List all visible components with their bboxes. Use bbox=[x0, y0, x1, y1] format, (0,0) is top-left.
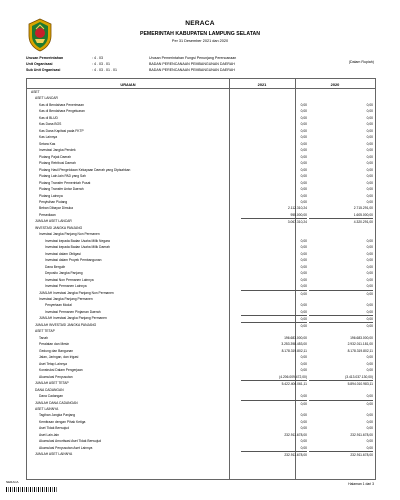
row-label: ASET TETAP bbox=[35, 329, 55, 334]
row-label: Kas Dana Kapitasi pada FKTP bbox=[39, 128, 84, 133]
value-2021: 3.067.310,24 bbox=[241, 218, 307, 225]
value-2020: 0,00 bbox=[366, 413, 373, 418]
row-label: Aset Tidak Berwujud bbox=[39, 426, 70, 431]
row-label: Investasi Non Permanen Lainnya bbox=[45, 277, 94, 282]
value-2020: 0,00 bbox=[366, 141, 373, 146]
value-2021: 232.911.678,00 bbox=[241, 451, 307, 458]
row-label: Investasi Jangka Panjang Non Permanen bbox=[39, 232, 100, 237]
value-2020: (3.413.037.130,00) bbox=[345, 374, 373, 379]
row-label: ASET bbox=[31, 90, 40, 94]
page-number: Halaman 1 dari 3 bbox=[348, 482, 374, 486]
row-label: Tanah bbox=[39, 335, 48, 340]
value-2021: 2.112.310,24 bbox=[287, 206, 307, 211]
value-2021: 0,00 bbox=[300, 419, 307, 424]
value-2020: 0,00 bbox=[366, 394, 373, 399]
value-2021: 0,00 bbox=[300, 199, 307, 204]
value-2021: 0,00 bbox=[300, 355, 307, 360]
value-2020: 4.320.291,00 bbox=[309, 218, 373, 225]
row-label: Investasi kepada Badan Usaha Milik Daerah bbox=[45, 245, 110, 250]
value-2020: 0,00 bbox=[366, 154, 373, 159]
table-header bbox=[27, 79, 375, 89]
value-2020: 0,00 bbox=[309, 322, 373, 329]
value-2021: 0,00 bbox=[241, 322, 307, 329]
table-body bbox=[27, 89, 375, 458]
value-2020: 0,00 bbox=[366, 277, 373, 282]
value-2021: 0,00 bbox=[300, 277, 307, 282]
currency-unit: (Dalam Rupiah) bbox=[348, 60, 374, 64]
value-2021: 0,00 bbox=[300, 115, 307, 120]
row-label: Piutang Lainnya bbox=[39, 193, 63, 198]
value-2021: 0,00 bbox=[300, 413, 307, 418]
value-2020: 0,00 bbox=[366, 102, 373, 107]
row-label: INVESTASI JANGKA PANJANG bbox=[35, 225, 83, 230]
value-2021: 0,00 bbox=[241, 400, 307, 407]
meta-label: Sub Unit Organisasi bbox=[26, 68, 61, 72]
row-label: Jalan, Jaringan, dan Irigasi bbox=[39, 355, 79, 360]
value-2020: 0,00 bbox=[366, 309, 373, 314]
value-2021: 0,00 bbox=[300, 303, 307, 308]
value-2020: 0,00 bbox=[366, 128, 373, 133]
row-label: Gedung dan Bangunan bbox=[39, 348, 74, 353]
value-2020: 0,00 bbox=[366, 199, 373, 204]
value-2021: 0,00 bbox=[300, 264, 307, 269]
value-2021: 0,00 bbox=[300, 193, 307, 198]
value-2020: 0,00 bbox=[366, 368, 373, 373]
value-2021: 0,00 bbox=[300, 109, 307, 114]
value-2021: 0,00 bbox=[300, 271, 307, 276]
value-2021: 0,00 bbox=[300, 361, 307, 366]
value-2020: 0,00 bbox=[366, 245, 373, 250]
row-label: Piutang Retribusi Daerah bbox=[39, 161, 76, 166]
value-2020: 0,00 bbox=[366, 167, 373, 172]
row-label: Dana Cadangan bbox=[39, 394, 64, 399]
value-2021: 0,00 bbox=[300, 284, 307, 289]
row-label: Kas di Bendahara Pengeluaran bbox=[39, 109, 85, 114]
value-2021: 0,00 bbox=[300, 426, 307, 431]
row-label: Kas Dana BOS bbox=[39, 122, 62, 127]
value-2021: 0,00 bbox=[241, 290, 307, 297]
value-2020: 0,00 bbox=[366, 174, 373, 179]
row-label: JUMLAH ASET TETAP bbox=[35, 381, 69, 386]
value-2020: 0,00 bbox=[309, 315, 373, 322]
row-label: Piutang Transfer Pemerintah Pusat bbox=[39, 180, 91, 185]
row-label: Peralatan dan Mesin bbox=[39, 342, 70, 347]
meta-desc: Urusan Pemerintahan Fungsi Penunjang Perencanaan bbox=[149, 56, 237, 60]
row-label: JUMLAH Investasi Jangka Panjang Permanen bbox=[39, 316, 107, 321]
value-2020: 0,00 bbox=[366, 122, 373, 127]
column-header-uraian: URAIAN bbox=[120, 81, 136, 87]
value-2021: 0,00 bbox=[300, 102, 307, 107]
value-2020: 0,00 bbox=[366, 303, 373, 308]
value-2020: 0,00 bbox=[366, 251, 373, 256]
value-2021: 0,00 bbox=[300, 238, 307, 243]
value-2021: 0,00 bbox=[241, 315, 307, 322]
row-label: Akumulasi Penyusutan Aset Lainnya bbox=[39, 445, 93, 450]
row-label: Investasi Permanen Pinjaman Daerah bbox=[45, 309, 101, 314]
value-2021: 0,00 bbox=[300, 167, 307, 172]
row-label: Piutang Lain-lain PAD yang Sah bbox=[39, 174, 86, 179]
value-2021: 5.422.406.061,11 bbox=[241, 380, 307, 387]
row-label: Beban Dibayar Dimuka bbox=[39, 206, 73, 211]
value-2020: 0,00 bbox=[309, 400, 373, 407]
column-header-2021: 2021 bbox=[257, 81, 267, 87]
value-2021: 0,00 bbox=[300, 439, 307, 444]
value-2021: (4.206.009.472,00) bbox=[279, 374, 307, 379]
value-2020: 1.605.000,00 bbox=[353, 212, 373, 217]
row-label: JUMLAH ASET LANCAR bbox=[35, 219, 72, 224]
value-2020: 0,00 bbox=[366, 445, 373, 450]
row-label: JUMLAH DANA CADANGAN bbox=[35, 400, 78, 405]
value-2021: 232.911.678,00 bbox=[284, 432, 307, 437]
value-2021: 0,00 bbox=[300, 141, 307, 146]
meta-code: : 4 . 03 bbox=[92, 56, 103, 60]
value-2020: 0,00 bbox=[366, 109, 373, 114]
row-label: Investasi Jangka Panjang Permanen bbox=[39, 297, 93, 301]
row-label: Piutang Hasil Pengelolaan Kekayaan Daerah yang Dipisahkan bbox=[39, 167, 131, 172]
row-label: Tagihan Jangka Panjang bbox=[39, 413, 76, 418]
value-2021: 8.178.319.802,11 bbox=[281, 348, 307, 353]
row-label: Kas di BLUD bbox=[39, 115, 58, 120]
row-label: Aset Lain-lain bbox=[39, 432, 59, 437]
value-2020: 0,00 bbox=[309, 290, 373, 297]
value-2021: 0,00 bbox=[300, 135, 307, 140]
value-2021: 0,00 bbox=[300, 148, 307, 153]
meta-label: Urusan Pemerintahan bbox=[26, 56, 64, 60]
row-label: Investasi Jangka Pendek bbox=[39, 148, 76, 153]
meta-code: : 4 . 03 . 01 bbox=[92, 62, 110, 66]
row-label: Persediaan bbox=[39, 212, 56, 217]
row-label: Aset Tetap Lainnya bbox=[39, 361, 67, 366]
value-2021: 0,00 bbox=[300, 122, 307, 127]
value-2021: 0,00 bbox=[300, 258, 307, 263]
row-label: Akumulasi Penyusutan bbox=[39, 374, 73, 379]
value-2020: 0,00 bbox=[366, 284, 373, 289]
meta-desc: BADAN PERENCANAAN PEMBANGUNAN DAERAH bbox=[149, 62, 235, 66]
row-label: Setara Kas bbox=[39, 141, 56, 146]
value-2021: 955.000,00 bbox=[290, 212, 307, 217]
value-2020: 0,00 bbox=[366, 355, 373, 360]
value-2021: 0,00 bbox=[300, 368, 307, 373]
value-2021: 0,00 bbox=[300, 128, 307, 133]
balance-sheet-table bbox=[26, 78, 376, 480]
value-2020: 0,00 bbox=[366, 271, 373, 276]
value-2020: 0,00 bbox=[366, 148, 373, 153]
value-2020: 5.894.010.983,11 bbox=[309, 380, 373, 387]
row-label: Akumulasi Amortisasi Aset Tidak Berwujud bbox=[39, 439, 102, 444]
report-period: Per 31 Desember 2021 dan 2020 bbox=[171, 39, 229, 43]
row-label: Piutang Transfer Antar Daerah bbox=[39, 187, 84, 192]
report-subtitle: PEMERINTAH KABUPATEN LAMPUNG SELATAN bbox=[140, 31, 260, 37]
value-2020: 232.911.678,00 bbox=[309, 451, 373, 458]
value-2020: 0,00 bbox=[366, 439, 373, 444]
value-2020: 0,00 bbox=[366, 426, 373, 431]
value-2021: 0,00 bbox=[300, 394, 307, 399]
row-label: Piutang Pajak Daerah bbox=[39, 154, 72, 159]
value-2021: 0,00 bbox=[300, 251, 307, 256]
meta-code: : 4 . 03 . 01 . 01 bbox=[92, 68, 117, 72]
column-header-2020: 2020 bbox=[330, 81, 340, 87]
value-2020: 2.715.291,00 bbox=[353, 206, 373, 211]
value-2020: 8.178.319.802,11 bbox=[347, 348, 373, 353]
row-label: ASET LAINNYA bbox=[35, 406, 59, 411]
footer-doc-label: NERACA bbox=[6, 480, 19, 484]
row-label: Kas Lainnya bbox=[39, 135, 58, 140]
row-label: JUMLAH ASET LAINNYA bbox=[35, 452, 73, 457]
value-2020: 0,00 bbox=[366, 264, 373, 269]
value-2020: 0,00 bbox=[366, 258, 373, 263]
row-label: Kas di Bendahara Penerimaan bbox=[39, 102, 84, 107]
value-2020: 0,00 bbox=[366, 193, 373, 198]
row-label: JUMLAH INVESTASI JANGKA PANJANG bbox=[35, 322, 97, 327]
value-2020: 0,00 bbox=[366, 238, 373, 243]
row-label: Investasi kepada Badan Usaha Milik Negara bbox=[45, 238, 110, 243]
value-2021: 0,00 bbox=[300, 180, 307, 185]
report-title: NERACA bbox=[185, 20, 215, 27]
meta-desc: BADAN PERENCANAAN PEMBANGUNAN DAERAH bbox=[149, 68, 235, 72]
value-2020: 196.683.000,00 bbox=[350, 335, 373, 340]
row-label: Kemitraan dengan Pihak Ketiga bbox=[39, 419, 86, 424]
value-2021: 0,00 bbox=[300, 174, 307, 179]
row-label: Investasi Permanen Lainnya bbox=[45, 284, 87, 289]
value-2020: 0,00 bbox=[366, 419, 373, 424]
value-2020: 232.911.678,00 bbox=[350, 432, 373, 437]
row-label: ASET LANCAR bbox=[35, 96, 58, 101]
row-label: JUMLAH Investasi Jangka Panjang Non Permanen bbox=[39, 290, 114, 295]
meta-label: Unit Organisasi bbox=[26, 62, 53, 66]
value-2021: 0,00 bbox=[300, 187, 307, 192]
value-2020: 0,00 bbox=[366, 361, 373, 366]
value-2021: 196.683.000,00 bbox=[284, 335, 307, 340]
value-2020: 0,00 bbox=[366, 187, 373, 192]
barcode-image bbox=[6, 487, 58, 492]
value-2021: 0,00 bbox=[300, 161, 307, 166]
value-2021: 0,00 bbox=[300, 154, 307, 159]
row-label: Konstruksi Dalam Pengerjaan bbox=[39, 368, 83, 373]
value-2021: 0,00 bbox=[300, 445, 307, 450]
row-label: Investasi dalam Obligasi bbox=[45, 251, 81, 256]
row-label: DANA CADANGAN bbox=[35, 387, 64, 392]
row-label: Deposito Jangka Panjang bbox=[45, 271, 83, 276]
row-label: Penyisihan Piutang bbox=[39, 199, 68, 204]
value-2021: 0,00 bbox=[300, 245, 307, 250]
row-label: Investasi dalam Proyek Pembangunan bbox=[45, 258, 102, 263]
table-total-row bbox=[27, 451, 375, 457]
value-2020: 0,00 bbox=[366, 161, 373, 166]
value-2020: 2.932.011.181,00 bbox=[347, 342, 373, 347]
row-label: Penyertaan Modal bbox=[45, 303, 72, 308]
value-2021: 0,00 bbox=[300, 309, 307, 314]
row-label: Dana Bergulir bbox=[45, 264, 66, 269]
value-2020: 0,00 bbox=[366, 115, 373, 120]
value-2020: 0,00 bbox=[366, 180, 373, 185]
value-2021: 3.253.398.453,00 bbox=[281, 342, 307, 347]
value-2020: 0,00 bbox=[366, 135, 373, 140]
